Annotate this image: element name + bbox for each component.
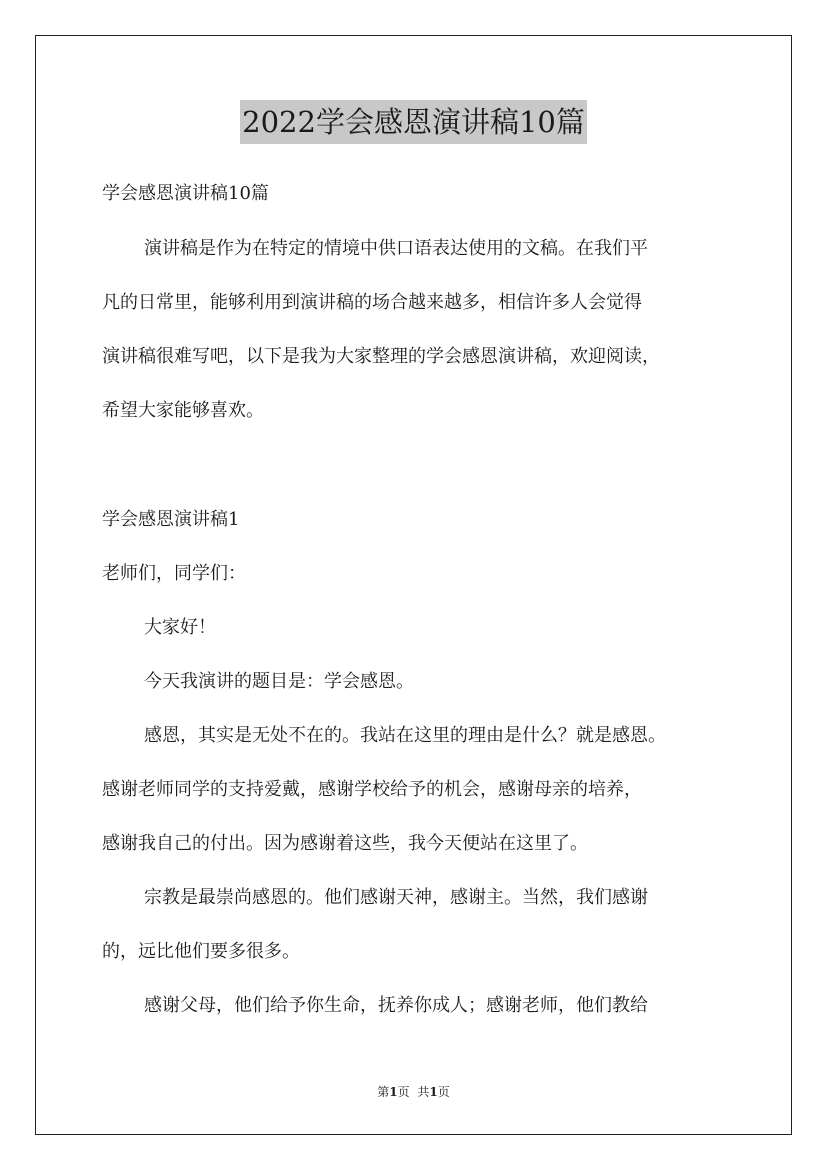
footer-page-suffix: 页 [397,1085,410,1099]
salutation-line: 老师们，同学们： [102,563,246,584]
paragraph-line: 感谢我自己的付出。因为感谢着这些，我今天便站在这里了。 [102,833,588,854]
footer-page-number: 1 [389,1085,398,1099]
paragraph-line: 感恩，其实是无处不在的。我站在这里的理由是什么？就是感恩。 [144,725,666,746]
footer-page-prefix: 第 [377,1085,390,1099]
subtitle-line: 学会感恩演讲稿10篇 [102,183,269,204]
paragraph-line: 宗教是最崇尚感恩的。他们感谢天神，感谢主。当然，我们感谢 [144,887,648,908]
paragraph-line: 凡的日常里，能够利用到演讲稿的场合越来越多，相信许多人会觉得 [102,292,642,313]
footer-total-prefix: 共 [417,1085,430,1099]
paragraph-line: 感谢老师同学的支持爱戴，感谢学校给予的机会，感谢母亲的培养， [102,779,642,800]
footer-total-suffix: 页 [437,1085,450,1099]
section-heading: 学会感恩演讲稿1 [102,509,240,530]
paragraph-line: 的，远比他们要多很多。 [102,941,300,962]
paragraph-line: 感谢父母，他们给予你生命，抚养你成人；感谢老师，他们教给 [144,995,648,1016]
title-container [0,100,827,144]
paragraph-line: 演讲稿是作为在特定的情境中供口语表达使用的文稿。在我们平 [144,238,648,259]
paragraph-line: 今天我演讲的题目是：学会感恩。 [144,671,414,692]
footer-total-number: 1 [429,1085,438,1099]
paragraph-line: 大家好！ [144,617,216,638]
page-footer [0,1084,827,1100]
paragraph-line: 希望大家能够喜欢。 [102,400,264,421]
document-title: 2022学会感恩演讲稿10篇 [240,100,587,144]
paragraph-line: 演讲稿很难写吧，以下是我为大家整理的学会感恩演讲稿，欢迎阅读， [102,346,660,367]
